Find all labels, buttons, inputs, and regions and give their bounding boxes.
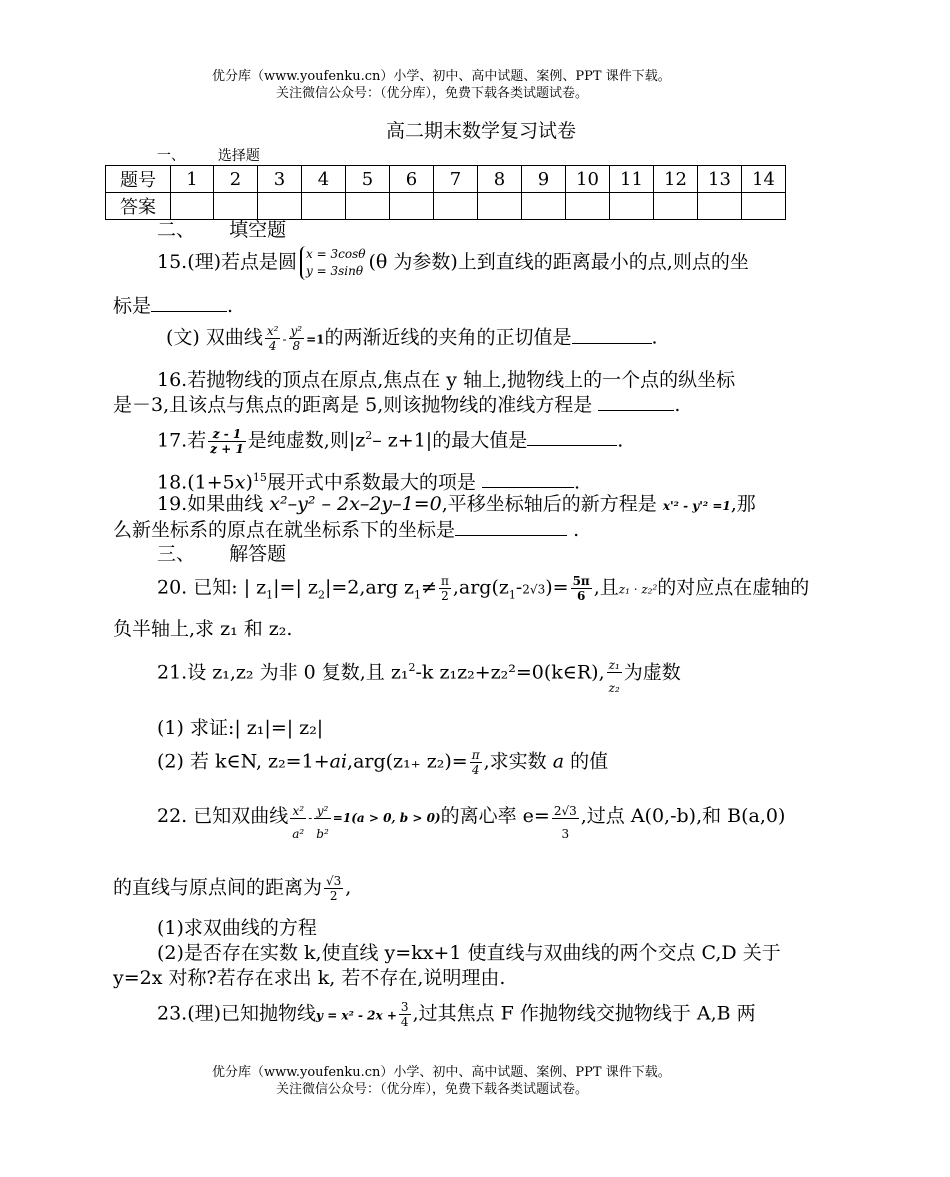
- question-16: 16.若抛物线的顶点在原点,焦点在 y 轴上,抛物线上的一个点的纵坐标: [157, 369, 736, 391]
- q20-text: |=| z: [273, 576, 318, 599]
- q19-equation: x²–y² – 2x–2y–1=0: [269, 493, 442, 515]
- q22-eccentricity-denominator: 3: [561, 827, 570, 841]
- question-number-cell: 2: [214, 166, 258, 193]
- q22-fraction-denominator: b²: [316, 827, 329, 841]
- q17-mid: 是纯虚数,则|z: [247, 429, 366, 452]
- q20-text: ,arg(z: [452, 576, 509, 599]
- q15w-fraction-y-denominator: 8: [292, 339, 301, 353]
- q21-part-2-variable: a: [552, 750, 565, 773]
- answer-cell[interactable]: [478, 193, 522, 220]
- q22-distance-fraction: [324, 874, 343, 903]
- answer-cell[interactable]: [171, 193, 214, 220]
- answer-cell[interactable]: [390, 193, 434, 220]
- question-20-line-2: 负半轴上,求 z₁ 和 z₂.: [113, 618, 293, 640]
- q16-line-2-text: 是－3,且该点与焦点的距离是 5,则该抛物线的准线方程是: [113, 394, 593, 416]
- question-15: [157, 246, 749, 280]
- q17-fraction: [208, 427, 246, 456]
- q22-suffix: ,过点 A(0,-b),和 B(a,0): [580, 805, 786, 827]
- q20-fraction-denominator: 6: [576, 589, 586, 603]
- question-number-cell: 14: [742, 166, 786, 193]
- q21-superscript: 2: [408, 661, 416, 674]
- q20-subscript: 1: [414, 588, 422, 602]
- answer-cell[interactable]: [302, 193, 346, 220]
- q19-prefix: 19.如果曲线: [157, 493, 264, 515]
- question-22-part-2-line-2: y=2x 对称?若存在求出 k, 若不存在,说明理由.: [113, 967, 506, 989]
- q23-fraction: [399, 1000, 411, 1029]
- q20-text: |=2,arg z: [324, 576, 415, 599]
- q23-suffix: ,过其焦点 F 作抛物线交抛物线于 A,B 两: [412, 1002, 756, 1025]
- q15-equation-y: y = 3sinθ: [306, 264, 364, 278]
- q15w-fraction-x-denominator: 4: [268, 339, 277, 353]
- q21-fraction-numerator: z₁: [608, 658, 620, 673]
- q22-fraction-numerator: y²: [314, 804, 331, 819]
- q17-prefix: 17.若: [157, 429, 207, 452]
- footer-line-1: 优分库（www.youfenku.cn）小学、初中、高中试题、案例、PPT 课件下载。: [212, 1065, 671, 1080]
- q15w-suffix: 的两渐近线的夹角的正切值是: [324, 326, 572, 349]
- q20-text: ,且: [593, 576, 619, 599]
- q21-part-2-text: ,求实数: [483, 750, 547, 773]
- q21-text: -k z₁z₂+z₂²=0(k∈R),: [415, 661, 605, 684]
- q20-text: 的对应点在虚轴的: [657, 576, 810, 599]
- question-number-cell: 3: [258, 166, 302, 193]
- question-21: [157, 656, 681, 695]
- question-17: [157, 424, 623, 456]
- question-20: [157, 574, 809, 607]
- q22-line-2-text: 的直线与原点间的距离为: [113, 876, 323, 899]
- question-number-cell: 7: [434, 166, 478, 193]
- footer-line-2: 关注微信公众号：（优分库），免费下载各类试题试卷。: [276, 1082, 589, 1097]
- question-18: [157, 466, 580, 494]
- q21-part-2-fraction-numerator: π: [471, 748, 480, 762]
- q15-equation-x: x = 3cosθ: [306, 247, 366, 261]
- question-23: [157, 1000, 756, 1029]
- q18-prefix: 18.(1+5: [157, 471, 235, 494]
- q17-superscript: 2: [365, 429, 373, 442]
- section-1-label: 选择题: [217, 148, 260, 164]
- answer-cell[interactable]: [346, 193, 390, 220]
- header-line-1: 优分库（www.youfenku.cn）小学、初中、高中试题、案例、PPT 课件下载。: [212, 69, 671, 84]
- q19-line-2-text: 么新坐标系的原点在就坐标系下的坐标是: [113, 519, 456, 541]
- question-21-part-1: (1) 求证:| z₁|=| z₂|: [157, 717, 324, 739]
- answer-cell[interactable]: [566, 193, 610, 220]
- q15w-fraction-x: [265, 324, 281, 353]
- q20-fraction-5pi-6: [571, 574, 592, 603]
- q18-end: .: [573, 471, 580, 494]
- q15-prefix: 15.(理)若点是圆: [157, 251, 298, 273]
- q19-end: .: [573, 519, 580, 541]
- q22-prefix: 22. 已知双曲线: [157, 805, 289, 827]
- q20-text: )=: [545, 576, 569, 599]
- header-line-2: 关注微信公众号：（优分库），免费下载各类试题试卷。: [276, 86, 589, 101]
- q19-new-equation: x'² - y'² =1: [662, 499, 731, 513]
- q15-answer-blank[interactable]: [151, 293, 227, 312]
- section-2-label: 填空题: [229, 219, 287, 241]
- q15w-end: .: [651, 326, 658, 349]
- q20-product-term: z₁ · z₂²: [618, 582, 658, 597]
- q21-suffix: 为虚数: [623, 661, 681, 684]
- question-number-cell: 11: [610, 166, 654, 193]
- answer-cell[interactable]: [610, 193, 654, 220]
- q17-answer-blank[interactable]: [527, 427, 617, 446]
- q22-fraction-x: [290, 804, 306, 841]
- q15-equation-system: [300, 246, 365, 280]
- q18-rest: 展开式中系数最大的项是: [266, 471, 476, 494]
- answer-cell[interactable]: [654, 193, 698, 220]
- q20-subscript: 1: [508, 588, 516, 602]
- q16-answer-blank[interactable]: [598, 392, 674, 411]
- q21-part-2-fraction-denominator: 4: [471, 763, 480, 777]
- q22-fraction-denominator: a²: [292, 827, 305, 841]
- question-number-cell: 4: [302, 166, 346, 193]
- answer-table: [105, 165, 786, 220]
- q23-equation: y = x² - 2x +: [316, 1008, 397, 1023]
- answer-cell[interactable]: [434, 193, 478, 220]
- q22-eccentricity-numerator: 2√3: [553, 804, 577, 818]
- q22-fraction-numerator: x²: [290, 804, 306, 819]
- q20-fraction-pi-2: [439, 574, 451, 603]
- answer-cell[interactable]: [698, 193, 742, 220]
- q20-minus: -: [515, 576, 523, 599]
- q20-prefix: 20. 已知: | z: [157, 576, 267, 599]
- question-number-cell: 8: [478, 166, 522, 193]
- q16-end: .: [674, 394, 681, 416]
- q15w-answer-blank[interactable]: [572, 325, 652, 344]
- q15w-equals: =1: [306, 332, 325, 347]
- q20-fraction-numerator: π: [440, 574, 449, 588]
- q17-fraction-numerator: z - 1: [208, 427, 246, 442]
- q22-fraction-y: [314, 804, 331, 841]
- q20-not-equal: ≠: [421, 576, 437, 599]
- question-number-cell: 9: [522, 166, 566, 193]
- q21-part-2-fraction: [470, 748, 482, 777]
- q21-fraction: [607, 658, 622, 695]
- q20-fraction-numerator: 5π: [572, 574, 590, 588]
- question-number-cell: 5: [346, 166, 390, 193]
- section-3-heading: [157, 542, 286, 566]
- q22-eccentricity-fraction: [552, 804, 579, 841]
- question-16-line-2: [113, 392, 680, 417]
- q21-prefix: 21.设 z₁,z₂ 为非 0 复数,且 z₁: [157, 661, 409, 684]
- section-3-number: 三、: [157, 543, 196, 565]
- q17-rest: – z+1|的最大值是: [372, 429, 528, 452]
- answer-cell[interactable]: [214, 193, 258, 220]
- question-22-line-2: [113, 874, 351, 903]
- q21-part-2-text: (2) 若 k∈N, z₂=1+: [157, 750, 330, 773]
- question-22-part-2: (2)是否存在实数 k,使直线 y=kx+1 使直线与双曲线的两个交点 C,D 关于: [157, 942, 781, 964]
- q17-fraction-denominator: z + 1: [210, 441, 244, 456]
- q20-subscript: 2: [317, 588, 325, 602]
- q15w-fraction-x-numerator: x²: [266, 324, 279, 338]
- q21-part-2-text: 的值: [570, 750, 609, 773]
- q22-minus: -: [308, 811, 313, 825]
- q18-close: ): [245, 471, 253, 494]
- section-2-number: 二、: [157, 219, 196, 241]
- q22-distance-denominator: 2: [329, 889, 338, 903]
- q22-condition: =1(a > 0, b > 0): [332, 811, 441, 825]
- q15w-fraction-y: [289, 324, 305, 353]
- question-number-cell: 13: [698, 166, 742, 193]
- q17-end: .: [617, 429, 624, 452]
- q23-fraction-denominator: 4: [400, 1015, 409, 1029]
- q20-fraction-denominator: 2: [441, 589, 449, 603]
- answer-cell[interactable]: [522, 193, 566, 220]
- q18-variable: x: [234, 471, 246, 494]
- section-2-heading: [157, 218, 286, 242]
- question-22: [157, 804, 785, 841]
- question-19-line-2: [113, 517, 579, 542]
- q18-answer-blank[interactable]: [482, 469, 574, 488]
- answer-table-number-row: [106, 166, 786, 193]
- question-number-cell: 10: [566, 166, 610, 193]
- question-19: [157, 492, 756, 518]
- section-3-label: 解答题: [229, 543, 287, 565]
- q21-part-2-variable: ai: [329, 750, 348, 773]
- question-15-wen: [166, 324, 658, 353]
- section-1-heading: [157, 145, 260, 165]
- q21-part-2-text: ,arg(z₁₊ z₂)=: [347, 750, 468, 773]
- q21-fraction-denominator: z₂: [608, 681, 620, 696]
- answer-cell[interactable]: [258, 193, 302, 220]
- q19-answer-blank[interactable]: [455, 517, 567, 536]
- q15-line-2-text: 标是: [113, 295, 152, 317]
- q23-fraction-numerator: 3: [400, 1000, 409, 1014]
- q22-text: 的离心率 e=: [440, 805, 550, 827]
- q15-text: (θ 为参数)上到直线的距离最小的点,则点的坐: [368, 251, 749, 273]
- q18-exponent: 15: [252, 471, 267, 484]
- q15w-minus: -: [282, 332, 287, 347]
- q22-line-2-end: ,: [345, 876, 352, 899]
- q22-distance-numerator: √3: [326, 874, 342, 888]
- answer-table-row-label: 题号: [106, 166, 171, 193]
- q20-subscript: 1: [266, 588, 274, 602]
- question-number-cell: 12: [654, 166, 698, 193]
- section-1-number: 一、: [157, 148, 185, 164]
- answer-table-row-label: 答案: [106, 193, 171, 220]
- q15-end: .: [227, 295, 234, 317]
- question-number-cell: 1: [171, 166, 214, 193]
- page-title: 高二期末数学复习试卷: [386, 120, 577, 142]
- question-number-cell: 6: [390, 166, 434, 193]
- q15w-prefix: (文) 双曲线: [166, 326, 263, 349]
- q19-mid: ,平移坐标轴后的新方程是: [441, 493, 657, 515]
- question-15-line-2: [113, 293, 233, 318]
- q15w-fraction-y-numerator: y²: [290, 324, 303, 338]
- q23-prefix: 23.(理)已知抛物线: [157, 1002, 317, 1025]
- q19-tail: ,那: [730, 493, 756, 515]
- question-22-part-1: (1)求双曲线的方程: [157, 917, 317, 939]
- q20-root-term: 2√3: [522, 582, 546, 597]
- answer-table-answer-row: [106, 193, 786, 220]
- answer-cell[interactable]: [742, 193, 786, 220]
- question-21-part-2: [157, 748, 608, 777]
